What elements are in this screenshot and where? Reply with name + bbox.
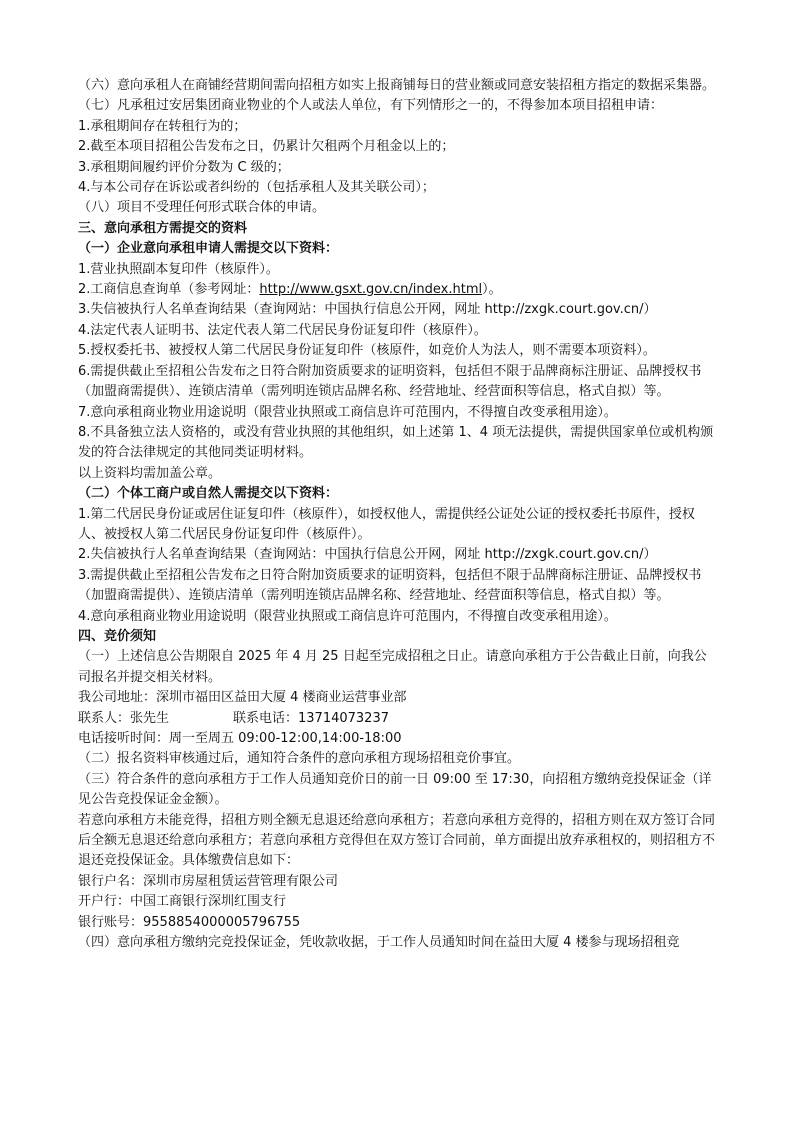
clause-seven-item-2: 2.截至本项目招租公告发布之日，仍累计欠租两个月租金以上的；: [78, 139, 455, 155]
enterprise-subheading: （一）企业意向承租申请人需提交以下资料：: [78, 241, 339, 257]
enterprise-item-7: 7.意向承租商业物业用途说明（限营业执照或工商信息许可范围内，不得擅自改变承租用途）。: [78, 404, 617, 420]
company-address: 我公司地址：深圳市福田区益田大厦 4 楼商业运营事业部: [78, 690, 407, 706]
enterprise-item-6: 6.需提供截止至招租公告发布之日符合附加资质要求的证明资料，包括但不限于品牌商标注册证、品牌授权书（加盟商需提供）、连锁店清单（需列明连锁店品牌名称、经营地址、经营面积等信息，格式自拟）等。: [78, 363, 702, 400]
clause-seven-item-3: 3.承租期间履约评价分数为 C 级的；: [78, 159, 290, 175]
individual-item-3: 3.需提供截止至招租公告发布之日符合附加资质要求的证明资料，包括但不限于品牌商标注册证、品牌授权书（加盟商需提供）、连锁店清单（需列明连锁店品牌名称、经营地址、经营面积等信息，格式自拟）等。: [78, 567, 702, 604]
bidding-clause-four: （四）意向承租方缴纳完竞投保证金，凭收款收据，于工作人员通知时间在益田大厦 4 楼参与现场招租竞: [78, 935, 680, 951]
section-three-heading: 三、意向承租方需提交的资料: [78, 220, 248, 236]
clause-six: （六）意向承租人在商铺经营期间需向招租方如实上报商铺每日的营业额或同意安装招租方指定的数据采集器。: [78, 78, 716, 93]
clause-seven-item-4: 4.与本公司存在诉讼或者纠纷的（包括承租人及其关联公司）；: [78, 180, 435, 196]
clause-seven: （七）凡承租过安居集团商业物业的个人或法人单位，有下列情形之一的，不得参加本项目招租申请：: [78, 98, 664, 114]
section-four-heading: 四、竞价须知: [78, 628, 157, 644]
contact-person: 联系人：张先生: [78, 710, 170, 726]
document-page: [78, 76, 718, 953]
deposit-refund-rules: 若意向承租方未能竞得，招租方则全额无息退还给意向承租方；若意向承租方竞得的，招租方则在双方签订合同后全额无息退还给意向承租方；若意向承租方竞得但在双方签订合同前，单方面提出放弃承租权的，则招租方不退还竞投保证金。具体缴费信息如下：: [78, 812, 716, 869]
clause-eight: （八）项目不受理任何形式联合体的申请。: [78, 200, 326, 216]
enterprise-item-2-text: 2.工商信息查询单（参考网址：: [78, 282, 260, 298]
individual-item-2: 2.失信被执行人名单查询结果（查询网站：中国执行信息公开网，网址 http://zxgk.court.gov.cn/）: [78, 547, 657, 563]
bank-branch: 开户行：中国工商银行深圳红围支行: [78, 894, 287, 910]
individual-item-1: 1.第二代居民身份证或居住证复印件（核原件），如授权他人，需提供经公证处公证的授权委托书原件，授权人、被授权人第二代居民身份证复印件（核原件）。: [78, 506, 695, 542]
gsxt-link[interactable]: http://www.gsxt.gov.cn/index.html: [259, 282, 483, 298]
enterprise-item-1: 1.营业执照副本复印件（核原件）。: [78, 261, 279, 277]
enterprise-item-2-end: ）。: [482, 282, 502, 298]
clause-seven-item-1: 1.承租期间存在转租行为的；: [78, 118, 247, 134]
enterprise-item-5: 5.授权委托书、被授权人第二代居民身份证复印件（核原件，如竞价人为法人，则不需要本项资料）。: [78, 343, 656, 359]
bidding-clause-three: （三）符合条件的意向承租方于工作人员通知竞价日的前一日 09:00 至 17:30，向招租方缴纳竞投保证金（详见公告竞投保证金金额）。: [78, 771, 712, 808]
individual-subheading: （二）个体工商户或自然人需提交以下资料：: [78, 486, 339, 502]
enterprise-item-2: [78, 280, 718, 300]
phone-hours: 电话接听时间：周一至周五 09:00-12:00,14:00-18:00: [78, 731, 402, 746]
bidding-clause-one: （一）上述信息公告期限自 2025 年 4 月 25 日起至完成招租之日止。请意向承租方于公告截止日前，向我公司报名并提交相关材料。: [78, 649, 707, 685]
enterprise-seal-note: 以上资料均需加盖公章。: [78, 465, 222, 481]
bidding-clause-two: （二）报名资料审核通过后，通知符合条件的意向承租方现场招租竞价事宜。: [78, 751, 521, 767]
bank-account-name: 银行户名：深圳市房屋租赁运营管理有限公司: [78, 873, 339, 889]
contact-line: [78, 709, 718, 729]
contact-phone: 联系电话：13714073237: [233, 710, 389, 726]
enterprise-item-8: 8.不具备独立法人资格的，或没有营业执照的其他组织，如上述第 1、4 项无法提供，需提供国家单位或机构颁发的符合法律规定的其他同类证明材料。: [78, 424, 714, 461]
individual-item-4: 4.意向承租商业物业用途说明（限营业执照或工商信息许可范围内，不得擅自改变承租用途）。: [78, 608, 617, 624]
enterprise-item-4: 4.法定代表人证明书、法定代表人第二代居民身份证复印件（核原件）。: [78, 322, 487, 338]
enterprise-item-3: 3.失信被执行人名单查询结果（查询网站：中国执行信息公开网，网址 http://zxgk.court.gov.cn/）: [78, 302, 657, 318]
bank-account-number: 银行账号：9558854000005796755: [78, 914, 301, 930]
